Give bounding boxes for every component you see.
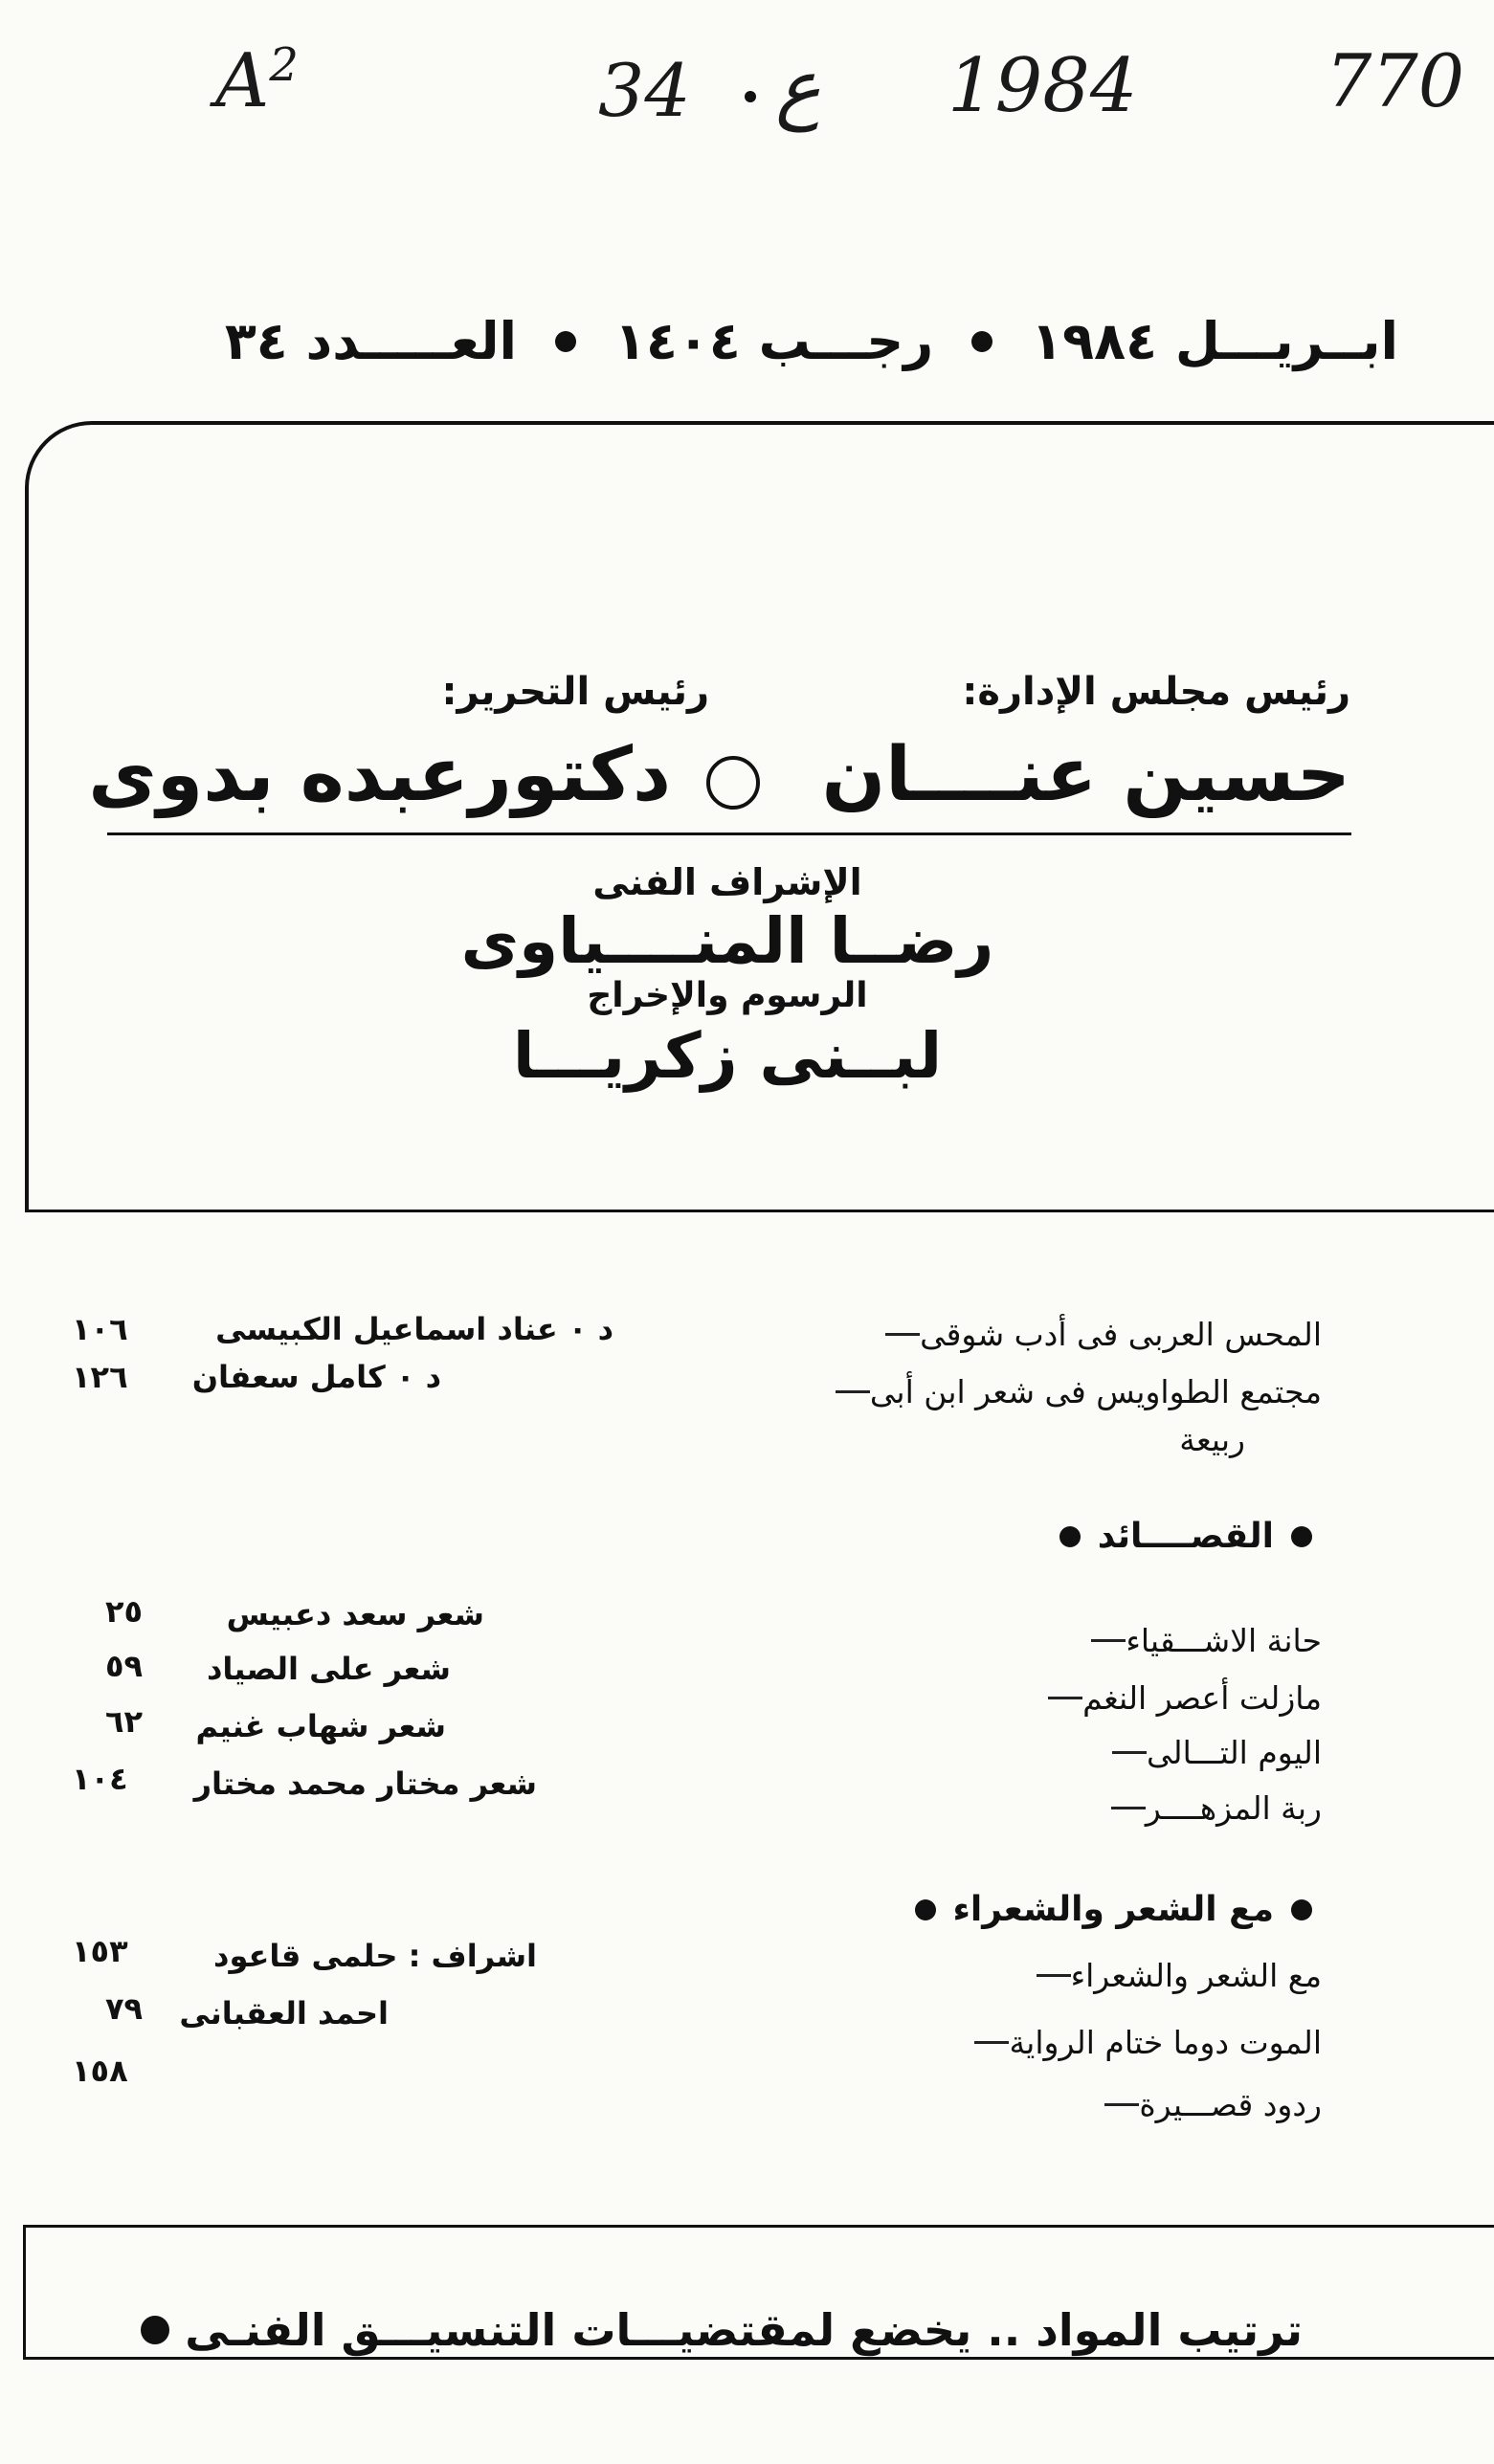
editor-name: دكتورعبده بدوى	[88, 732, 671, 818]
dash-icon	[1037, 1974, 1071, 1977]
toc-page: ١٠٤	[72, 1761, 128, 1797]
handwritten-dot	[745, 91, 756, 102]
toc-item	[872, 1316, 1322, 1353]
toc-author: شعر سعد دعبيس	[226, 1596, 484, 1632]
chairman-name: حسين عنــــان	[821, 732, 1350, 818]
bullet-icon	[915, 1899, 936, 1920]
poems-heading-label: القصــــائد	[1097, 1517, 1274, 1556]
footer-note-text: ترتيب المواد .. يخضع لمقتضيـــات التنسيـــق الفنـى	[185, 2304, 1303, 2356]
dash-icon	[1112, 1751, 1147, 1754]
toc-item	[1098, 1789, 1322, 1827]
dash-icon	[885, 1333, 920, 1336]
toc-title: ردود قصـــيرة	[1139, 2086, 1322, 2123]
toc-title: الموت دوما ختام الرواية	[1009, 2024, 1322, 2061]
toc-item	[961, 2024, 1322, 2061]
toc-item	[1091, 2086, 1322, 2123]
toc-item	[822, 1373, 1322, 1410]
editor-label: رئيس التحرير:	[441, 670, 709, 714]
handwritten-a-letter: A	[215, 38, 270, 124]
toc-author: شعر على الصياد	[206, 1651, 451, 1687]
poetry-heading	[915, 1890, 1312, 1929]
toc-page: ٦٢	[105, 1703, 144, 1740]
toc-title: ربة المزهــــر	[1145, 1789, 1322, 1827]
toc-author: اشراف : حلمى قاعود	[213, 1938, 537, 1974]
bullet-icon	[1291, 1899, 1312, 1920]
toc-title-continued: ربيعة	[1179, 1421, 1245, 1458]
issue-number: العـــــدد ٣٤	[224, 311, 518, 371]
toc-page: ١٥٣	[72, 1933, 128, 1969]
toc-author: د ٠ عناد اسماعيل الكبيسى	[215, 1311, 613, 1347]
dash-icon	[1091, 1639, 1126, 1642]
handwritten-issue-number: 34	[598, 48, 691, 133]
toc-author: د ٠ كامل سعفان	[191, 1359, 441, 1395]
bullet-icon	[1059, 1526, 1081, 1547]
toc-title: حانة الاشـــقياء	[1126, 1622, 1322, 1659]
toc-page: ٢٥	[105, 1593, 144, 1630]
dash-icon	[1111, 1807, 1146, 1809]
handwritten-year: 1984	[948, 43, 1138, 129]
handwritten-ref: 770	[1326, 38, 1465, 123]
toc-page: ١٠٦	[72, 1311, 128, 1347]
toc-item	[1023, 1957, 1322, 1994]
poetry-heading-label: مع الشعر والشعراء	[952, 1890, 1274, 1929]
toc-title: المحس العربى فى أدب شوقى	[920, 1316, 1322, 1353]
drawing-label: الرسوم والإخراج	[587, 976, 868, 1015]
toc-title: مجتمع الطواويس فى شعر ابن أبى	[869, 1373, 1322, 1410]
toc-author: احمد العقبانى	[179, 1995, 389, 2031]
divider	[107, 832, 1351, 835]
handwritten-a	[215, 38, 299, 124]
poems-heading	[1059, 1517, 1312, 1556]
dash-icon	[1104, 2103, 1139, 2106]
hijri-date: رجـــب ١٤٠٤	[614, 311, 934, 371]
art-direction-label: الإشراف الفنى	[592, 861, 862, 903]
toc-page: ٧٩	[105, 1990, 144, 2027]
circle-separator-icon	[706, 756, 760, 810]
toc-author: شعر مختار محمد مختار	[193, 1765, 537, 1802]
dash-icon	[1048, 1697, 1082, 1699]
dash-icon	[974, 2041, 1009, 2044]
toc-author: شعر شهاب غنيم	[195, 1708, 446, 1744]
toc-page: ١٥٨	[72, 2053, 128, 2089]
gregorian-date: ابــريـــل ١٩٨٤	[1031, 311, 1398, 371]
masthead	[225, 311, 1398, 371]
toc-item	[1099, 1734, 1322, 1771]
drawing-name: لبــنى زكريـــا	[512, 1019, 943, 1093]
art-direction-name: رضــا المنــــياوى	[460, 904, 994, 978]
toc-title: مازلت أعصر النغم	[1082, 1679, 1322, 1717]
bullet-icon	[971, 331, 992, 352]
toc-page: ١٢٦	[72, 1359, 128, 1395]
bullet-icon	[1291, 1526, 1312, 1547]
toc-page: ٥٩	[105, 1648, 144, 1684]
chairman-label: رئيس مجلس الإدارة:	[962, 670, 1350, 714]
handwritten-a-superscript: 2	[269, 38, 299, 92]
toc-title: مع الشعر والشعراء	[1070, 1957, 1322, 1994]
footer-note	[141, 2304, 1303, 2356]
toc-item	[1035, 1679, 1322, 1717]
bullet-icon	[555, 331, 576, 352]
bullet-icon	[141, 2316, 169, 2344]
toc-title: اليوم التـــالى	[1147, 1734, 1322, 1771]
handwritten-issue-letter: ع	[775, 43, 821, 132]
toc-item	[1078, 1622, 1322, 1659]
dash-icon	[836, 1390, 870, 1393]
